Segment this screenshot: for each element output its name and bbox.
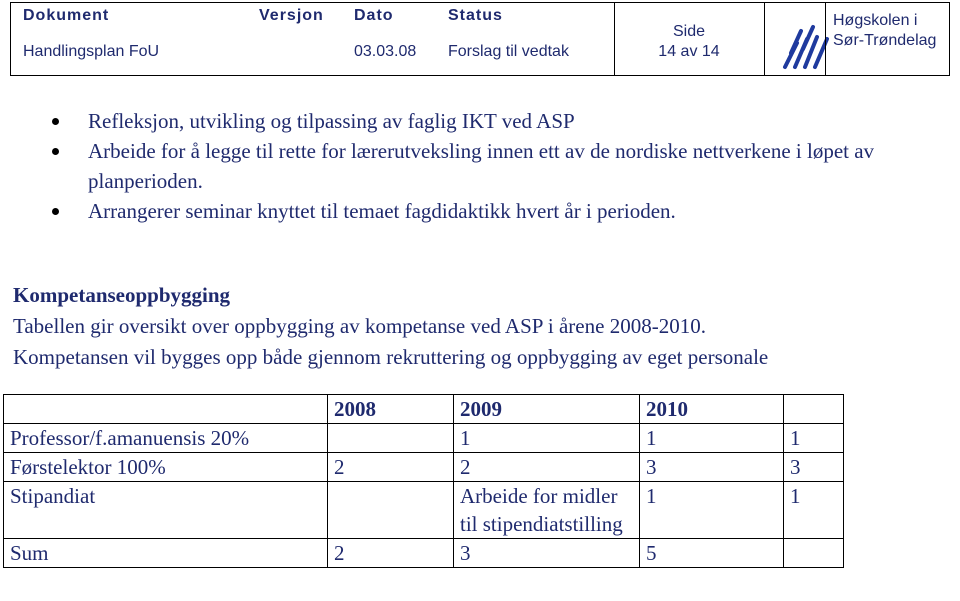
competence-section (13, 279, 768, 373)
status-label: Status (448, 7, 503, 24)
page-label: Side (672, 23, 706, 40)
table-row (4, 424, 844, 453)
version-label: Versjon (259, 7, 324, 24)
table-cell: Førstelektor 100% (4, 453, 328, 482)
table-cell: 1 (640, 424, 784, 453)
table-cell: 1 (784, 424, 844, 453)
table-header-cell (4, 395, 328, 424)
bullet-icon (52, 118, 59, 125)
section-paragraph-1: Tabellen gir oversikt over oppbygging av kompetanse ved ASP i årene 2008-2010. (13, 314, 706, 338)
table-cell: 3 (454, 539, 640, 568)
section-heading: Kompetanseoppbygging (13, 283, 231, 307)
table-cell: 5 (640, 539, 784, 568)
table-header-cell: 2008 (328, 395, 454, 424)
doc-label: Dokument (23, 7, 110, 24)
table-row (4, 482, 844, 539)
table-cell (328, 482, 454, 539)
table-header-cell: 2009 (454, 395, 640, 424)
table-cell: Arbeide for midler til stipendiatstilling (454, 482, 640, 539)
section-paragraph-2: Kompetansen vil bygges opp både gjennom rekruttering og oppbygging av eget personale (13, 345, 769, 369)
competence-table (3, 394, 844, 568)
bullet-icon (52, 148, 59, 155)
table-cell: Sum (4, 539, 328, 568)
table-cell: 1 (640, 482, 784, 539)
table-cell: Professor/f.amanuensis 20% (4, 424, 328, 453)
table-cell: 2 (454, 453, 640, 482)
document-header (10, 2, 950, 76)
list-item: Refleksjon, utvikling og tilpassing av faglig IKT ved ASP (0, 106, 848, 136)
bullet-icon (52, 208, 59, 215)
table-cell: 1 (784, 482, 844, 539)
table-header-cell: 2010 (640, 395, 784, 424)
institution-logo (777, 9, 835, 73)
list-item: Arbeide for å legge til rette for lærerutveksling innen ett av de nordiske nettverkene i løpet av planperioden. (0, 136, 888, 196)
table-cell: Stipandiat (4, 482, 328, 539)
table-cell: 2 (328, 453, 454, 482)
table-cell (328, 424, 454, 453)
date-label: Dato (354, 7, 394, 24)
table-cell: 3 (784, 453, 844, 482)
page-value: 14 av 14 (658, 43, 720, 60)
bullet-list (0, 106, 960, 226)
table-cell (784, 539, 844, 568)
doc-value: Handlingsplan FoU (23, 43, 160, 60)
date-value: 03.03.08 (354, 43, 417, 60)
table-cell: 3 (640, 453, 784, 482)
status-value: Forslag til vedtak (448, 43, 569, 60)
list-item: Arrangerer seminar knyttet til temaet fagdidaktikk hvert år i perioden. (0, 196, 848, 226)
table-header-row (4, 395, 844, 424)
table-row (4, 539, 844, 568)
table-cell: 1 (454, 424, 640, 453)
table-header-cell (784, 395, 844, 424)
table-cell: 2 (328, 539, 454, 568)
table-row (4, 453, 844, 482)
institution-name: Høgskolen i Sør-Trøndelag (833, 12, 937, 49)
